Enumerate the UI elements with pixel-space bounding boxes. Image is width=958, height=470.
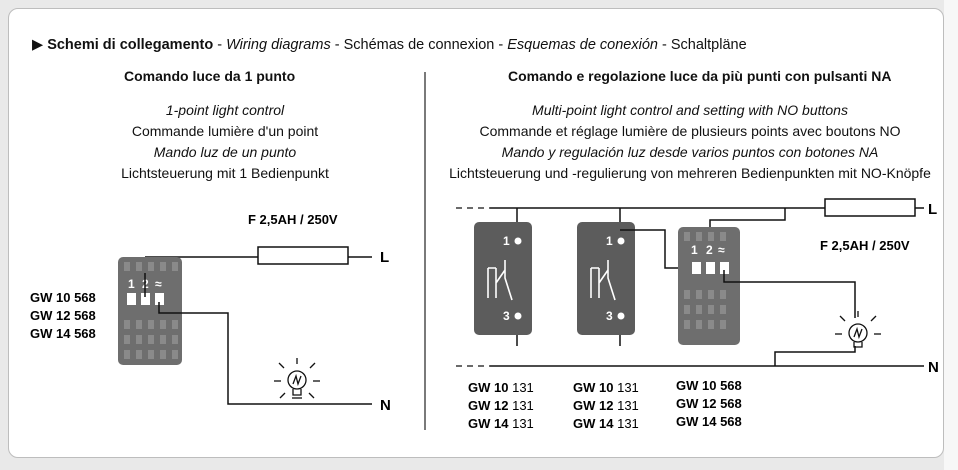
right-en: Multi-point light control and setting with NO buttons: [532, 102, 848, 118]
left-en: 1-point light control: [165, 102, 285, 118]
code-suffix: 131: [512, 398, 534, 413]
left-term-3: ≈: [155, 277, 162, 291]
left-code: GW 14 568: [30, 326, 96, 341]
code-suffix: 131: [617, 416, 639, 431]
header-en: Wiring diagrams: [226, 37, 331, 53]
right-fuse-label: F 2,5AH / 250V: [820, 238, 910, 253]
svg-text:GW 12 131: [573, 398, 639, 413]
terminal: [618, 313, 625, 320]
code-prefix: GW 10: [573, 380, 614, 395]
left-fr: Commande lumière d'un point: [131, 123, 319, 139]
button-a-term-1: 1: [503, 234, 510, 248]
svg-text:GW 12 131: [468, 398, 534, 413]
code-suffix: 131: [617, 398, 639, 413]
code-suffix: 131: [512, 416, 534, 431]
left-code: GW 10 568: [30, 290, 96, 305]
code-suffix: 131: [512, 380, 534, 395]
right-term-1: 1: [691, 243, 698, 257]
header-marker-icon: ▶: [32, 37, 44, 53]
lamp-icon: [274, 358, 320, 398]
header-es: Esquemas de conexión: [507, 37, 658, 53]
code-suffix: 131: [617, 380, 639, 395]
code-prefix: GW 14: [468, 416, 509, 431]
right-code: GW 12 568: [676, 396, 742, 411]
header-sep: -: [213, 37, 227, 53]
right-title: Comando e regolazione luce da più punti con pulsanti NA: [508, 68, 892, 84]
terminal: [706, 262, 715, 274]
wire: [775, 346, 855, 366]
terminal: [515, 313, 522, 320]
left-title: Comando luce da 1 punto: [124, 68, 296, 84]
wire: [517, 335, 620, 346]
button-b-term-1: 1: [606, 234, 613, 248]
button-b-term-3: 3: [606, 309, 613, 323]
svg-text:GW 14 131: [573, 416, 639, 431]
left-code: GW 12 568: [30, 308, 96, 323]
right-es: Mando y regulación luz desde varios puntos con botones NA: [501, 144, 879, 160]
code-prefix: GW 12: [468, 398, 509, 413]
code-prefix: GW 10: [468, 380, 509, 395]
header-fr: Schémas de connexion: [343, 37, 495, 53]
right-N-label: N: [928, 359, 939, 376]
terminal: [692, 262, 701, 274]
terminal: [127, 293, 136, 305]
right-L-label: L: [928, 201, 938, 218]
dimmer-module: [118, 257, 182, 365]
left-term-2: 2: [142, 277, 149, 291]
code-prefix: GW 14: [573, 416, 614, 431]
header-sep: -: [657, 37, 671, 53]
wire: [724, 270, 855, 318]
button-a-term-3: 3: [503, 309, 510, 323]
code-prefix: GW 12: [573, 398, 614, 413]
left-N-label: N: [380, 397, 391, 414]
codes-dimmer: [676, 378, 742, 429]
terminal: [618, 238, 625, 245]
left-de: Lichtsteuerung mit 1 Bedienpunkt: [121, 165, 329, 181]
header-sep: -: [494, 37, 508, 53]
right-term-3: ≈: [718, 243, 725, 257]
right-fr: Commande et réglage lumière de plusieurs points avec boutons NO: [479, 123, 901, 139]
codes-button-b: [573, 380, 639, 431]
left-es: Mando luz de un punto: [153, 144, 297, 160]
left-L-label: L: [380, 249, 390, 266]
lamp-icon: [835, 311, 881, 347]
right-code: GW 10 568: [676, 378, 742, 393]
right-code: GW 14 568: [676, 414, 742, 429]
right-term-2: 2: [706, 243, 713, 257]
header-it: Schemi di collegamento: [47, 37, 214, 53]
left-term-1: 1: [128, 277, 135, 291]
header-sep: -: [330, 37, 344, 53]
left-fuse-label: F 2,5AH / 250V: [248, 212, 338, 227]
codes-button-a: [468, 380, 534, 431]
fuse: [825, 199, 915, 216]
svg-text:GW 10 131: [573, 380, 639, 395]
terminal: [515, 238, 522, 245]
svg-text:GW 14 131: [468, 416, 534, 431]
header-de: Schaltpläne: [670, 37, 747, 53]
right-de: Lichtsteuerung und -regulierung von mehreren Bedienpunkten mit NO-Knöpfe: [449, 165, 931, 181]
svg-text:GW 10 131: [468, 380, 534, 395]
fuse: [258, 247, 348, 264]
